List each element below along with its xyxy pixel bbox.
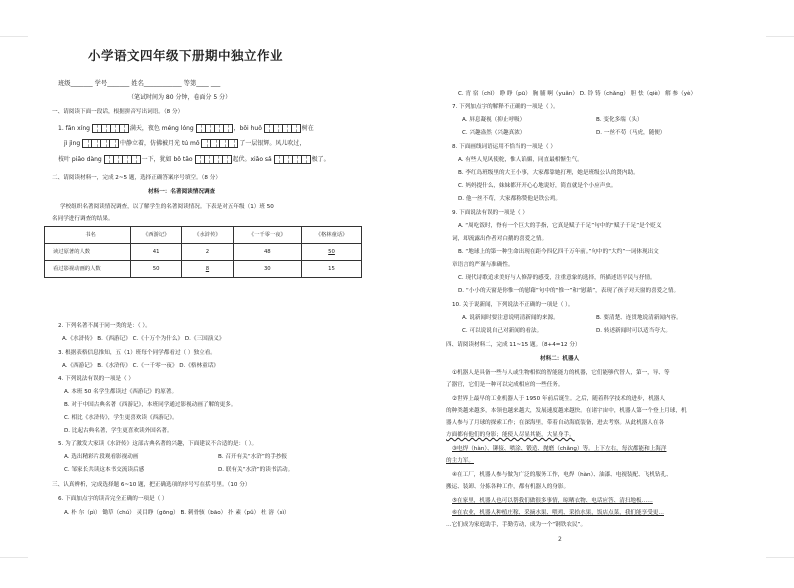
exam-note: （笔试时间为 80 分钟，卷面分 5 分） bbox=[128, 94, 232, 101]
question-8: 8. 下面画线词语运用不恰当的一项是（ ） bbox=[452, 144, 556, 150]
passage-paragraph-1-cont: 了器官，它们是一种可以完成相应的一些任务。 bbox=[446, 382, 564, 388]
answer-grid[interactable] bbox=[195, 155, 231, 164]
passage-paragraph-6: ⑥在农业，机器人种植庄稼、采摘水果、喂鸡、采拾水果，饭店点菜，我们能享受更… bbox=[452, 510, 664, 516]
question-9-option-d: D. “小小的天窗是你惟一的慰藉”句中的“惟一”和“慰藉”，表现了孩子对天窗的喜爱之情。 bbox=[458, 288, 680, 294]
section-4-heading: 四、请阅读材料二，完成 11~15 题。（8+4=12 分） bbox=[446, 342, 581, 348]
passage-paragraph-3-cont: 的主力军。 bbox=[446, 458, 474, 464]
pinyin-text: 起伏。xiǎo sǎ bbox=[232, 156, 272, 163]
question-10-option-b: B. 要清楚、连贯地说清新闻内容。 bbox=[596, 315, 682, 321]
question-9-option-b-cont: 章语言的严谨与准确性。 bbox=[452, 262, 514, 268]
table-cell: 看过影视动画的人数 bbox=[45, 261, 131, 278]
pinyin-line-1 bbox=[58, 124, 314, 133]
pinyin-text: 满天，夜色 méng lóng bbox=[129, 125, 194, 132]
pinyin-text: 树在 bbox=[301, 125, 314, 132]
answer-grid[interactable] bbox=[196, 124, 232, 133]
question-4-option-b: B. 对于中国古典名著《西游记》，本班同学通过影视动画了解的更多。 bbox=[64, 402, 237, 408]
question-5-option-c: C. 邹家长共读这本书交流读后感 bbox=[64, 467, 145, 473]
passage-paragraph-2-cont: 方面都有他们的身影；能使人尽显其能，大显身手。 bbox=[446, 432, 575, 438]
question-3: 3. 根据表格信息推知，五（1）班每个同学都看过（ ）独立看。 bbox=[58, 350, 216, 356]
table-cell: 《格林童话》 bbox=[302, 227, 362, 244]
question-7-option-b: B. 变化多端（头） bbox=[596, 117, 643, 123]
table-cell: 30 bbox=[233, 261, 302, 278]
table-cell: 《西游记》 bbox=[131, 227, 182, 244]
question-4-option-c: C. 相比《水浒传》，学生更喜欢读《西游记》。 bbox=[64, 415, 178, 421]
table-cell: 《一千零一夜》 bbox=[233, 227, 302, 244]
pinyin-text: 枝叶 piāo dàng bbox=[58, 156, 102, 163]
question-2: 2. 下列名著不属于同一类的是：（ ）。 bbox=[58, 323, 151, 329]
question-10-option-d: D. 转述新闻时可以适当夸大。 bbox=[596, 328, 671, 334]
passage-paragraph-2-cont: 的种类越来越多，本领也越来越大，发展速度越来越快。在诸宇宙中，机器人第一个登上月球，机 bbox=[446, 408, 687, 414]
table-header-row bbox=[45, 227, 362, 244]
pinyin-text: 1. fān xíng bbox=[58, 125, 90, 132]
pinyin-text: ，bōi huō bbox=[233, 125, 262, 132]
passage-paragraph-5: ⑤在家里，机器人也可以帮我们做很多事情，晾晒衣物、电话应答、清扫地板…… bbox=[452, 498, 653, 504]
question-5: 5. 为了激发大家读《水浒传》这部古典名著的兴趣，下面建议不合适的是：（ ）。 bbox=[58, 441, 258, 447]
question-8-option-a: A. 有些人见风使舵，惟人谄媚，同直最相惭生气。 bbox=[458, 157, 583, 163]
pinyin-text: 了一层银辉。风儿吹过， bbox=[239, 140, 306, 147]
table-cell: 41 bbox=[131, 244, 182, 261]
pinyin-text: jì jìng bbox=[64, 140, 81, 147]
student-info-line: 班级_______ 学号_______ 姓名____________ 等第____ ___ bbox=[58, 80, 221, 87]
answer-grid[interactable] bbox=[201, 139, 237, 148]
question-4: 4. 下列说法有误的一项是（ ） bbox=[58, 376, 135, 382]
question-3-options: A.《西游记》 B.《水浒传》 C.《一千零一夜》 D.《格林童话》 bbox=[62, 363, 219, 369]
passage-paragraph-2: ②世界上最早的工业机器人于 1950 年前后诞生。之后，随着科学技术的进步，机器人 bbox=[452, 396, 665, 402]
question-10-option-a: A. 说新闻时要注意说明清新闻的来源。 bbox=[462, 315, 559, 321]
question-9-option-b: B. “地球上的第一种生命出现在距今四亿四千万年前。”句中的“大约”一词体现出文 bbox=[458, 249, 659, 255]
question-6-options: A. 朴 尔（pì） 锄草（chú） 灵目睁（gōng） B. 刺骨骇（bāo） 扑 素（pǔ） 杜 溶（sì） bbox=[64, 510, 290, 516]
table-cell: 50 bbox=[302, 244, 362, 261]
passage-paragraph-6-cont: …它们成为家庭助手，手勤劳动，成为一个“钢铁农民”。 bbox=[446, 522, 587, 528]
table-cell: 书名 bbox=[45, 227, 131, 244]
material-1-intro: 学校组织名著阅读情况调查，以了解学生的名著阅读情况。下表是对五年级（1）班 50 bbox=[60, 204, 274, 210]
question-8-option-b: B. 李红岛班级里的大王小事，大家都靠她打理，她是班级公认的贤内助。 bbox=[458, 170, 639, 176]
question-5-option-b: B. 召开有关“水浒”的手抄报 bbox=[218, 454, 288, 460]
passage-paragraph-2-cont: 器人参与了月球的探索工作；在深海里，带着自动海底装备，进去考察。从此机器人在各 bbox=[446, 420, 665, 426]
table-cell: 15 bbox=[302, 261, 362, 278]
passage-paragraph-4-cont: 搬运、装卸、分拣各种工作，都有机器人的身影。 bbox=[446, 484, 570, 490]
table-cell: 《水浒传》 bbox=[182, 227, 233, 244]
question-4-option-a: A. 本班 50 名学生都读过《西游记》的原著。 bbox=[64, 389, 178, 395]
question-6-options-cont: C. 宵 宿（chǐ） 睁 睁（pū） 胸 脯 啊（yuǎn） D. 铃 铸（chǎng） 胆 怯（qiè） 解 参（yè） bbox=[458, 91, 697, 97]
answer-grid[interactable] bbox=[92, 124, 128, 133]
answer-grid[interactable] bbox=[264, 124, 300, 133]
question-9: 9. 下面说法有误的一项是（ ） bbox=[452, 210, 529, 216]
table-row bbox=[45, 261, 362, 278]
question-5-option-a: A. 选出精彩片段观看影视动画 bbox=[64, 454, 139, 460]
question-10-option-c: C. 可以说说自己对新闻的看法。 bbox=[462, 328, 543, 334]
pinyin-text: 一下，犹如 bō tāo bbox=[141, 156, 193, 163]
table-cell: 2 bbox=[182, 244, 233, 261]
passage-paragraph-1: ①机器人是具备一些与人或生物相似的智能能力的机器，它们能够代替人，第一，导、等 bbox=[452, 370, 670, 376]
answer-grid[interactable] bbox=[82, 139, 118, 148]
table-row bbox=[45, 244, 362, 261]
question-7-option-a: A. 屏息凝视（抑止呼吸） bbox=[462, 117, 526, 123]
exam-title: 小学语文四年级下册期中独立作业 bbox=[88, 48, 284, 63]
section-3-heading: 三、认真辨析，完成选择题 6~10 题，把正确选项的序号写在括号里。（10 分） bbox=[52, 482, 251, 488]
passage-paragraph-3: ③电焊（hàn）、铆接、喷涂、锻造、抛磨（chǎnɡ）等。上下左右，每次都能和上海洋 bbox=[452, 446, 667, 452]
pinyin-text: 中静立着，仿佛被月光 tú mǒ bbox=[120, 140, 200, 147]
question-9-option-c: C. 现代诗歌追求美好与人修辞的感受，注重意象的选择，所描述语平民与抒情。 bbox=[458, 275, 656, 281]
passage-paragraph-4: ④在工厂，机器人参与做为广泛的服务工作，电焊（hàn）、油漆、电视装配、飞机钻孔、 bbox=[452, 472, 672, 478]
question-10: 10. 关于说新闻，下列说法不正确的一项是（ ）。 bbox=[452, 302, 574, 308]
question-2-options: A.《水浒传》 B.《西游记》 C.《十万个为什么》 D.《三国演义》 bbox=[62, 336, 225, 342]
page-number: 2 bbox=[558, 536, 562, 543]
question-9-option-a: A. “周吃饭时，脊有一个巨大的手指，它真是赋子千足”句中的“赋子千足”是个贬义 bbox=[458, 223, 662, 229]
table-cell: 读过原著的人数 bbox=[45, 244, 131, 261]
question-4-option-d: D. 比起古典名著，学生更喜欢读外国名著。 bbox=[64, 428, 173, 434]
question-7-option-c: C. 兴趣盎然（兴趣真浓） bbox=[462, 130, 526, 136]
question-7-option-d: D. 一丝不苟（马虎，随便） bbox=[596, 130, 666, 136]
question-6: 6. 下面加点字的读音完全正确的一项是（ ） bbox=[58, 496, 168, 502]
material-1-intro-2: 名同学进行调查的结果。 bbox=[52, 216, 114, 222]
material-1-title: 材料一：名著阅读情况调查 bbox=[148, 189, 216, 195]
section-1-heading: 一、请阅读下面一段话，根据拼音写出词语。（8 分） bbox=[52, 109, 184, 115]
section-2-heading: 二、请阅读材料一，完成 2~5 题，选择正确答案序号填空。（8 分） bbox=[52, 175, 221, 181]
reading-survey-table bbox=[44, 226, 362, 278]
answer-grid[interactable] bbox=[104, 155, 140, 164]
question-5-option-d: D. 联有关“水浒”的读书活动。 bbox=[218, 467, 294, 473]
question-7: 7. 下列加点字的解释不正确的一项是（ ）。 bbox=[452, 104, 559, 110]
answer-grid[interactable] bbox=[274, 155, 310, 164]
question-9-option-a-cont: 词，却流露出作者对白鹅的喜爱之情。 bbox=[452, 236, 548, 242]
question-8-option-d: D. 他一丝不苟，大家都称赞他是铁公鸡。 bbox=[458, 196, 561, 202]
material-2-title: 材料二：机器人 bbox=[540, 356, 580, 362]
table-cell: 8 bbox=[182, 261, 233, 278]
table-cell: 48 bbox=[233, 244, 302, 261]
question-8-option-c: C. 妈妈提什么，妹妹都开开心心地说好，简直就是个小应声虫。 bbox=[458, 183, 617, 189]
pinyin-line-3 bbox=[58, 155, 330, 164]
pinyin-line-2 bbox=[64, 139, 305, 148]
table-cell: 50 bbox=[131, 261, 182, 278]
pinyin-text: 极了。 bbox=[311, 156, 330, 163]
